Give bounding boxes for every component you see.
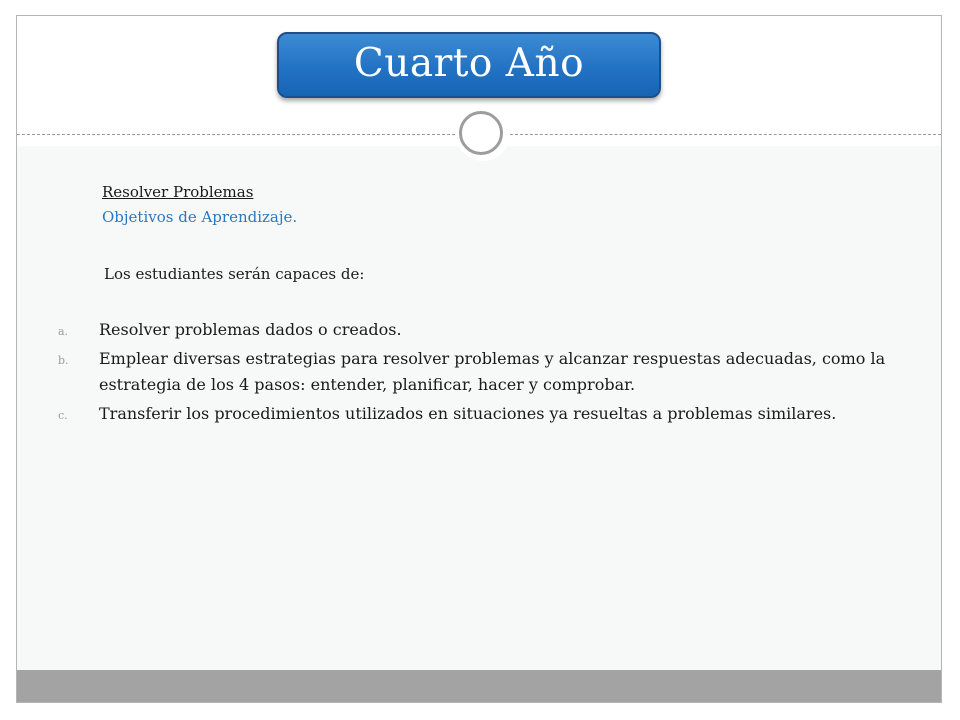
- slide-title: Cuarto Año: [353, 40, 585, 86]
- divider-right: [510, 134, 941, 135]
- list-item-text: Emplear diversas estrategias para resolver problemas y alcanzar respuestas adecuadas, como la estrategia de los 4 pasos: entender, planificar, hacer y comprobar.: [99, 349, 886, 394]
- section-heading: [102, 180, 297, 230]
- list-item: [58, 346, 898, 398]
- divider-left: [17, 134, 455, 135]
- list-item-text: Transferir los procedimientos utilizados en situaciones ya resueltas a problemas similares.: [99, 404, 837, 423]
- list-marker: c.: [58, 409, 68, 422]
- list-item: [58, 401, 898, 427]
- list-item-text: Resolver problemas dados o creados.: [99, 320, 402, 339]
- subheading-text: Objetivos de Aprendizaje.: [102, 208, 298, 226]
- list-item: [58, 317, 898, 343]
- heading-text: Resolver Problemas: [102, 183, 254, 201]
- list-marker: a.: [58, 325, 69, 338]
- title-banner: [277, 32, 661, 98]
- footer-bar: [17, 670, 941, 702]
- lead-text: Los estudiantes serán capaces de:: [104, 265, 365, 283]
- ring-icon: [459, 111, 503, 155]
- objectives-list: [58, 317, 898, 430]
- list-marker: b.: [58, 354, 69, 367]
